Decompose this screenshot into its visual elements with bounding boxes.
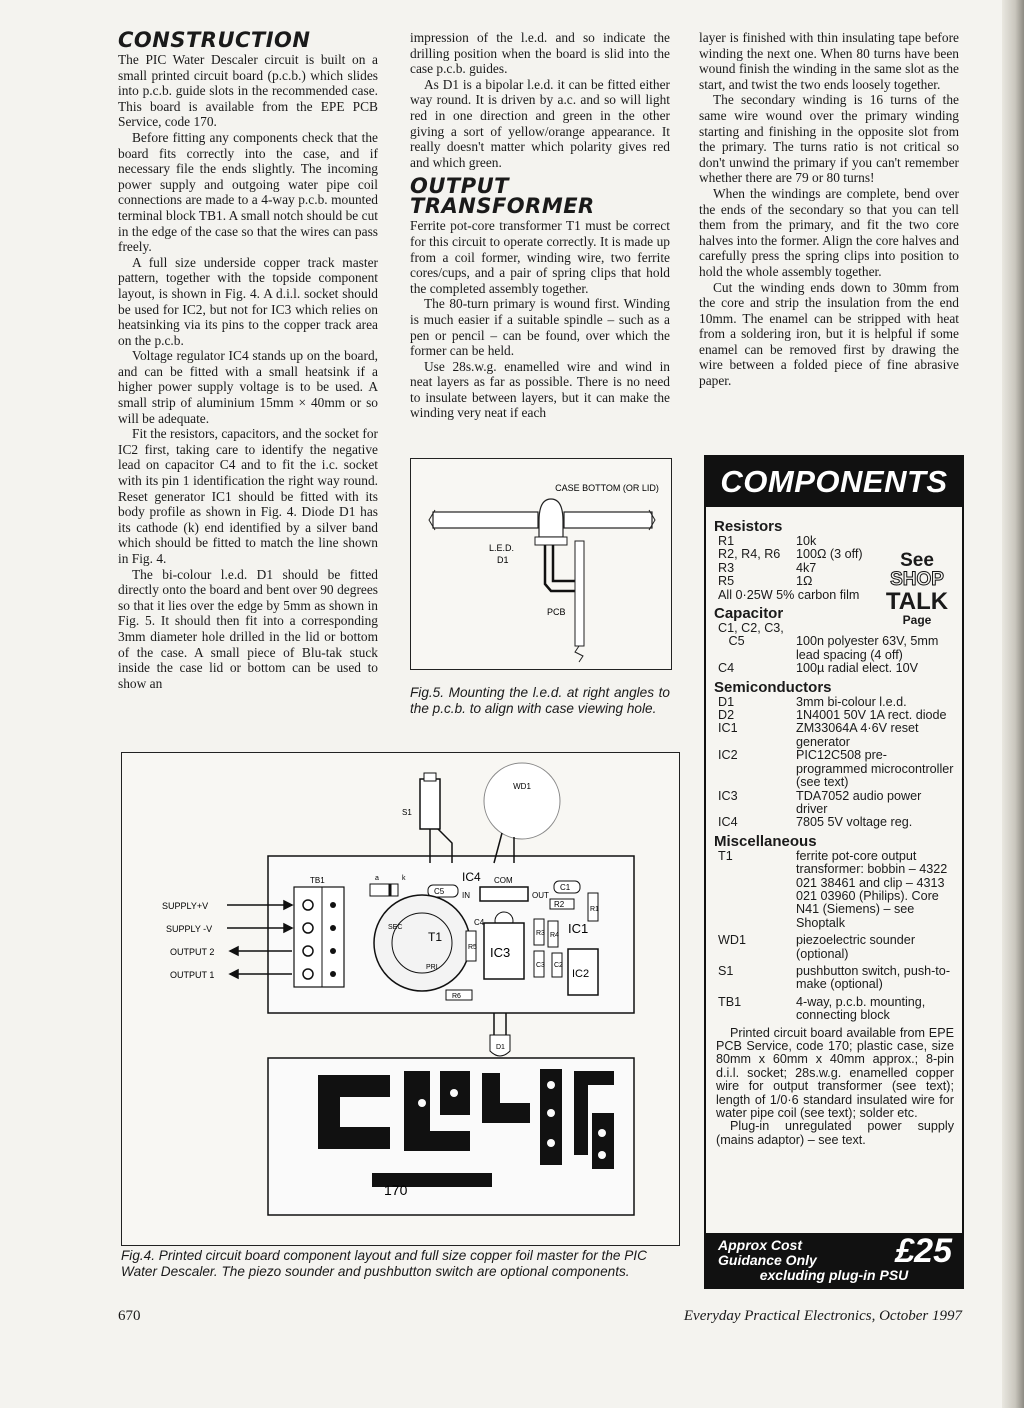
ic1-label: IC1 [568,921,589,936]
list-item [718,996,962,1023]
heading-text: OUTPUT TRANSFORMER [410,174,595,219]
value: 100Ω (3 off) [796,547,863,562]
transformer-t1 [374,895,470,991]
paragraph: layer is finished with thin insulating tape before winding the next one. When 80 turns have been wound finish the winding in the same slot as the start, and twist the two ends loosely together. [699,30,959,92]
paragraph: The bi-colour l.e.d. D1 should be fitted directly onto the board and bent over 90 degrees so that it lies over the edge by 5mm as shown in Fig. 5. It should then fit into a corresponding 3mm diameter hole drilled in the lid or bottom of the case. A small piece of Blu-tak stuck inside the case lid or bottom can be used to show an [118,566,378,691]
page-spine-shadow [1002,0,1024,1408]
pcb-label: PCB [547,607,566,617]
value: ferrite pot-core output transformer: bobbin – 4322 021 38461 and clip – 4313 021 03960 (Philips). Core N41 (Siemens) – see Shoptalk [796,848,948,930]
pcb-edge [575,541,584,646]
ref: S1 [718,963,734,978]
ref: R5 [718,574,735,589]
semiconductors-heading: Semiconductors [714,678,832,696]
paragraph: impression of the l.e.d. and so indicate the drilling position when the board is slid into the case p.c.b. guides. [410,30,670,77]
list-item [718,965,962,992]
cost-line-2: Guidance Only [718,1252,817,1268]
value: 100µ radial elect. 10V [796,661,919,676]
fig4-caption: Fig.4. Printed circuit board component layout and full size copper foil master for the PIC Water Descaler. The piezo sounder and pushbutton switch are optional components. [121,1248,647,1279]
c2-label: C2 [554,962,563,969]
list-item [718,722,962,749]
ref: C4 [718,661,735,676]
paragraph: Ferrite pot-core transformer T1 must be correct for this circuit to operate correctly. It is made up from a coil former, winding wire, two ferrite cores/cups, and a pair of spring clips that hold the completed assembly together. [410,218,670,296]
ref: IC4 [718,815,738,830]
components-title: COMPONENTS [706,457,962,507]
out-label: OUT [532,891,549,900]
output2-label: OUTPUT 2 [170,947,215,957]
ref: D1 [718,694,735,709]
case-label [555,483,659,493]
paragraph: The secondary winding is 16 turns of the same wire wound over the primary winding starting and finishing in the opposite slot from the primary. The turns ratio is not critical so don't unwind the primary if you can't remember whether there are 79 or 80 turns! [699,92,959,186]
value: 7805 5V voltage reg. [796,815,913,830]
value: 3mm bi-colour l.e.d. [796,694,907,709]
diode-k-label: k [402,875,406,882]
ref: IC2 [718,748,738,763]
supply-neg-label: SUPPLY -V [166,924,213,934]
d1-label: D1 [497,555,509,565]
journal-footer: Everyday Practical Electronics, October 1997 [683,1308,962,1324]
led-flange [535,537,567,545]
tb1-label: TB1 [310,876,325,885]
ref: D2 [718,708,735,723]
paragraph: The PIC Water Descaler circuit is built on a small printed circuit board (p.c.b.) which slides into p.c.b. guide slots in the recommended case. This board is available from the EPE PCB Service, code 170. [118,52,378,130]
ref: R3 [718,560,735,575]
paragraph: A full size underside copper track master pattern, together with the topside component layout, is shown in Fig. 4. A d.i.l. socket should be used for IC2, but not for IC3 which relies on heatsinking via its pins to the copper track area on the p.c.b. [118,254,378,348]
components-note: Printed circuit board available from EPE PCB Service, code 170; plastic case, size 80mm x 60mm x 40mm approx.; 8-pin d.i.l. socket; 28s.w.g. enamelled copper wire for output transformer (see text); length of 1/0·6 standard insulated wire for water pipe coil (see text); solder etc. [716,1025,954,1121]
c5-label: C5 [434,887,445,896]
paragraph: Use 28s.w.g. enamelled wire and wind in neat layers as far as possible. There is no need to insulate between layers, but it can make the winding very neat if each [410,358,670,421]
break-mark-pcb [575,646,583,662]
r2-label: R2 [554,900,565,909]
components-note-2: Plug-in unregulated power supply (mains adaptor) – see text. [716,1119,954,1147]
list-item [718,635,962,662]
ref: R1 [718,534,735,548]
see-label: See [900,550,934,571]
d1-led-label: D1 [496,1044,505,1051]
paragraph: The 80-turn primary is wound first. Winding is much easier if a suitable spindle – such as a pen or pencil – can be found, over which the former can be held. [410,296,670,359]
ic4-label: IC4 [462,870,481,884]
r6-label: R6 [452,993,461,1000]
resistors-heading: Resistors [714,518,783,535]
list-item [718,709,962,722]
shop-label: SHOP [890,569,944,590]
in-label: IN [462,891,470,900]
switch-s1 [420,779,440,829]
ref: WD1 [718,933,746,948]
fig4-svg [122,753,679,1245]
ref: C5 [718,634,745,649]
value: 4k7 [796,560,817,575]
t1-label: T1 [428,930,443,944]
r4-label: R4 [550,932,559,939]
note-text: All 0·25W 5% carbon film [718,587,860,602]
paragraph: Cut the winding ends down to 30mm from the core and strip the insulation from the end 10mm. The enamel can be stripped with heat from a soldering iron, but it is helpful if some enamel can be removed first by drawing the wire between a folded piece of fine abrasive paper. [699,279,959,389]
s1-label: S1 [402,808,412,817]
list-item [718,696,962,709]
r3-label: R3 [536,930,545,937]
list-item [718,850,962,930]
cost-label [718,1238,817,1268]
value: 4-way, p.c.b. mounting, connecting block [796,994,926,1023]
value: 1N4001 50V 1A rect. diode [796,708,947,723]
value: ZM33064A 4·6V reset generator [796,721,919,749]
page-label: Page [902,613,932,627]
diode-d1 [370,884,398,896]
shoptalk-badge [882,552,952,626]
paragraph: When the windings are complete, bend over the ends of the secondary so that you can tell them from the primary, and fit the two core halves into the former. Align the core halves and carefully press the spring clips into position to hold the whole assembly together. [699,185,959,279]
paragraph: Voltage regulator IC4 stands up on the board, and can be fitted with a small heatsink if a higher power supply voltage is to be used. A small strip of aluminium 15mm × 40mm or so will be adequate. [118,348,378,426]
piezo-sounder-wd1 [484,763,560,839]
diode-a-label: a [375,875,379,882]
capacitor-heading: Capacitor [714,605,784,623]
components-box [704,455,964,1289]
list-item [718,749,962,789]
cost-price: £25 [895,1232,952,1270]
approx-cost-banner [706,1233,962,1287]
cost-line-1: Approx Cost [718,1237,802,1253]
value: TDA7052 audio power driver [796,788,922,816]
miscellaneous-heading: Miscellaneous [714,832,817,850]
column-3 [699,30,959,389]
fig5-diagram [410,458,672,670]
ref: IC1 [718,721,738,736]
case-wall-right [564,512,652,528]
led-label: L.E.D. [489,543,515,553]
value: 100n polyester 63V, 5mm lead spacing (4 off) [796,634,939,662]
r1-label: R1 [590,906,599,913]
ic2-label: IC2 [572,968,590,980]
paragraph: As D1 is a bipolar l.e.d. it can be fitted either way round. It is driven by a.c. and so will light red in one direction and green in the other giving a sort of yellow/orange appearance. It really doesn't matter which polarity gives red and which green. [410,76,670,170]
paragraph: Before fitting any components check that the board fits correctly into the case, and if necessary file the ends slightly. The incoming power supply and outgoing water pipe coil connections are made to a 4-way p.c.b. mounted terminal block TB1. A small notch should be cut in the edge of the case so that the wires can pass freely. [118,129,378,255]
fig4-diagram [121,752,680,1246]
ic3-label: IC3 [490,945,511,960]
ref: T1 [718,848,733,863]
regulator-ic4 [480,887,528,901]
com-label: COM [494,876,513,885]
fig5-caption: Fig.5. Mounting the l.e.d. at right angles to the p.c.b. to align with case viewing hole. [410,685,670,716]
ref: IC3 [718,788,738,803]
c3-label: C3 [536,962,545,969]
column-1 [118,30,378,691]
page-number: 670 [118,1308,141,1324]
paragraph: Fit the resistors, capacitors, and the socket for IC2 first, taking care to identify the negative lead on capacitor C4 and to fit the i.c. socket with its pin 1 identification the right way round. Reset generator IC1 should be fitted with its body profile as shown in Fig. 4. Diode D1 has its cathode (k) end identified by a silver band which should be fitted to match the line shown in Fig. 4. [118,426,378,566]
ref: R2, R4, R6 [718,547,781,562]
cost-line-3: excluding plug-in PSU [759,1267,909,1283]
switch-cap [424,773,436,781]
fig5-svg [411,459,671,669]
list-item [718,662,962,675]
sec-label: SEC [388,924,403,931]
value: piezoelectric sounder (optional) [796,933,916,961]
talk-label: TALK [885,588,949,615]
list-item [718,816,962,829]
heading-construction: CONSTRUCTION [118,28,311,52]
heading-output-transformer [410,174,600,219]
wd1-label: WD1 [513,782,531,791]
supply-pos-label: SUPPLY+V [162,901,209,911]
case-wall-left [433,512,538,528]
output1-label: OUTPUT 1 [170,970,215,980]
value: 1Ω [796,574,813,589]
pri-label: PRI [426,964,438,971]
ref: C1, C2, C3, [718,621,784,636]
led-leads [494,1013,506,1035]
terminal-block [294,887,344,987]
c1-label: C1 [560,883,571,892]
column-2 [410,30,670,421]
value: pushbutton switch, push-to-make (optional) [796,963,951,992]
pcb-code-label: 170 [384,1182,408,1198]
list-item [718,535,962,548]
value: 10k [796,534,817,548]
list-item [718,790,962,817]
case-label-text: CASE BOTTOM (OR LID) [555,483,659,493]
r5-label: R5 [468,944,477,951]
led-body [539,499,563,537]
list-item [718,934,962,961]
c4-label: C4 [474,918,485,927]
ref: TB1 [718,994,742,1009]
value: PIC12C508 pre-programmed microcontroller (see text) [796,748,954,790]
